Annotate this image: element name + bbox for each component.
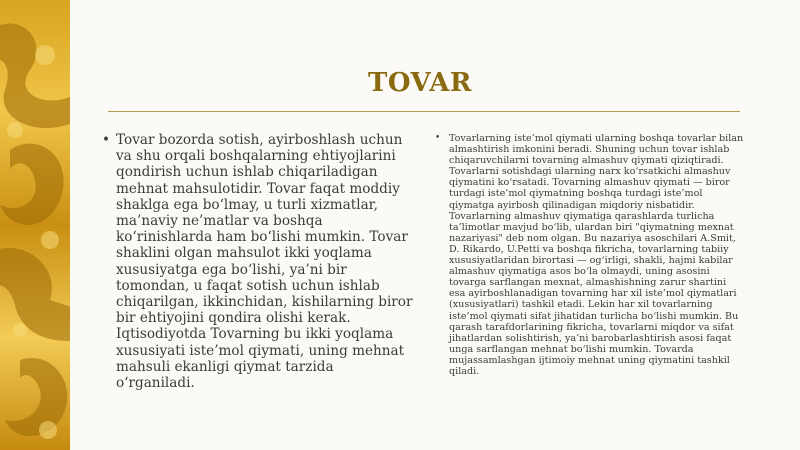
bullet-marker: • bbox=[435, 133, 441, 143]
list-item bbox=[435, 133, 745, 377]
bullet-marker: • bbox=[102, 132, 111, 148]
list-item bbox=[102, 132, 414, 391]
currency-pattern-decoration bbox=[0, 0, 70, 450]
right-paragraph: Tovarlarning iste’mol qiymati ularning boshqa tovarlar bilan almashtirish imkonini beradi. Shuning uchun tovar ishlab chiqaruvchilarni tovarning almashuv qiymati qiziqtiradi. Tovarlarni sotishdagi ularning narx ko‘rsatkichi almashuv qiymatini ko‘rsatadi. Tovarning almashuv qiymati — biror turdagi iste’mol qiymatning boshqa turdagi iste’mol qiymatga ayirbosh qilinadigan miqdoriy nisbatidir. Tovarlarning almashuv qiymatiga qarashlarda turlicha ta’limotlar mavjud bo‘lib, ulardan biri "qiymatning mexnat nazariyasi" deb nom olgan. Bu nazariya asoschilari A.Smit, D. Rikardo, U.Petti va boshqa fikricha, tovarlarning tabiiy xususiyatlaridan birortasi — og‘irligi, shakli, hajmi kabilar almashuv qiymatiga asos bo‘la olmaydi, uning asosini tovarga sarflangan mexnat, almashishning zarur shartini esa ayirboshlanadigan tovarning har xil iste’mol qiymatlari (xususiyatlari) tashkil etadi. Lekin har xil tovarlarning iste’mol qiymati sifat jihatidan turlicha bo‘lishi mumkin. Bu qarash tarafdorlarining fikricha, tovarlarni miqdor va sifat jihatlardan solishtirish, ya’ni barobarlashtirish asosi faqat unga sarflangan mehnat bo‘lishi mumkin. Tovarda mujassamlashgan ijtimoiy mehnat uning qiymatini tashkil qiladi. bbox=[449, 133, 744, 377]
right-text-column bbox=[435, 133, 745, 377]
left-paragraph: Tovar bozorda sotish, ayirboshlash uchun va shu orqali boshqalarning ehtiyojlarini qondirish uchun ishlab chiqariladigan mehnat mahsulotidir. Tovar faqat moddiy shaklga ega bo‘lmay, u turli xizmatlar, ma’naviy ne’matlar va boshqa ko‘rinishlarda ham bo‘lishi mumkin. Tovar shaklini olgan mahsulot ikki yoqlama xususiyatga ega bo‘lishi, ya’ni bir tomondan, u faqat sotish uchun ishlab chiqarilgan, ikkinchidan, kishilarning biror bir ehtiyojini qondira olishi kerak. Iqtisodiyotda Tovarning bu ikki yoqlama xususiyati iste’mol qiymati, uning mehnat mahsuli ekanligi qiymat tarzida o‘rganiladi. bbox=[116, 132, 413, 392]
decorative-gold-band bbox=[0, 0, 70, 450]
left-text-column bbox=[102, 132, 414, 391]
title-divider bbox=[108, 111, 740, 112]
slide-title: TOVAR bbox=[368, 68, 472, 98]
